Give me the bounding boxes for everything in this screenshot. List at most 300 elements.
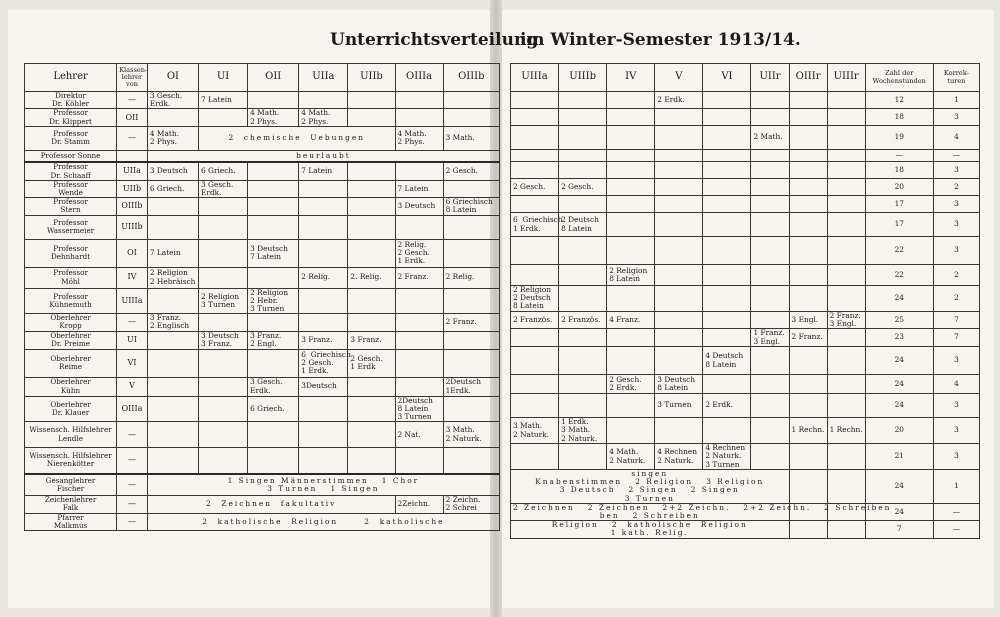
lesson-cell <box>827 347 865 375</box>
lesson-cell <box>703 150 751 162</box>
lesson-cell: 2 Zeichn. 2 Schrei <box>443 496 499 513</box>
lesson-cell <box>789 150 827 162</box>
header-cell: UIIa <box>299 64 348 92</box>
lesson-cell <box>827 521 865 538</box>
lesson-cell <box>827 179 865 196</box>
corrections: 4 <box>933 126 979 150</box>
lesson-cell <box>199 109 248 126</box>
lesson-cell <box>751 162 789 179</box>
lesson-cell <box>443 349 499 377</box>
lesson-cell <box>751 265 789 286</box>
lesson-cell <box>511 196 559 213</box>
teacher-name: Zeichenlehrer Falk <box>25 496 117 513</box>
table-row <box>511 179 980 196</box>
lesson-cell <box>655 329 703 347</box>
lesson-cell: 4 Rechnen 2 Naturk. 3 Turnen <box>703 444 751 470</box>
lesson-cell <box>751 286 789 312</box>
lesson-cell <box>559 237 607 265</box>
lesson-cell: 2 Religion 2 Hebr. 3 Turnen <box>248 288 299 314</box>
lesson-cell: 1 Franz. 3 Engl. <box>751 329 789 347</box>
table-row <box>25 150 500 162</box>
header-cell: Zahl der Wochenstunden <box>865 64 933 92</box>
lesson-cell <box>827 375 865 394</box>
lesson-cell <box>789 470 827 504</box>
lesson-cell <box>248 215 299 239</box>
weekly-hours: 18 <box>865 109 933 126</box>
table-row <box>511 470 980 504</box>
weekly-hours: 24 <box>865 503 933 520</box>
lesson-span: 1 Singen Männerstimmen 1 Chor 3 Turnen 1 Singen <box>147 474 499 496</box>
weekly-hours: 20 <box>865 418 933 444</box>
lesson-cell <box>789 237 827 265</box>
lesson-cell <box>789 196 827 213</box>
lesson-cell: 4 Math. 2 Phys. <box>248 109 299 126</box>
lesson-cell <box>147 448 198 474</box>
lesson-cell <box>443 109 499 126</box>
lesson-cell <box>703 375 751 394</box>
lesson-cell <box>395 162 443 180</box>
lesson-cell <box>655 237 703 265</box>
lesson-cell: 4 Math. 2 Phys. <box>147 126 198 150</box>
lesson-cell: 2. Relig. <box>348 267 395 288</box>
table-row <box>25 92 500 109</box>
lesson-cell: 2 Religion 3 Turnen <box>199 288 248 314</box>
lesson-cell <box>395 331 443 349</box>
table-row <box>511 521 980 538</box>
corrections: 3 <box>933 196 979 213</box>
header-cell: V <box>655 64 703 92</box>
lesson-cell <box>827 126 865 150</box>
header-cell: OII <box>248 64 299 92</box>
lesson-cell: 2 Franz. <box>789 329 827 347</box>
lesson-cell: 2 Franz. 3 Engl. <box>827 311 865 328</box>
table-row <box>511 109 980 126</box>
corrections: 3 <box>933 347 979 375</box>
lesson-cell <box>607 179 655 196</box>
lesson-cell <box>443 239 499 267</box>
lesson-cell <box>299 448 348 474</box>
lesson-cell <box>199 349 248 377</box>
lesson-cell <box>655 265 703 286</box>
teacher-name: Professor Dr. Klippert <box>25 109 117 126</box>
table-row <box>511 286 980 312</box>
lesson-cell: 6 Griech. <box>199 162 248 180</box>
lesson-cell <box>147 349 198 377</box>
lesson-cell <box>248 92 299 109</box>
lesson-cell <box>789 265 827 286</box>
lesson-cell <box>607 394 655 418</box>
corrections: 3 <box>933 109 979 126</box>
lesson-cell: 3 Franz. <box>299 331 348 349</box>
lesson-cell <box>655 196 703 213</box>
lesson-cell <box>655 126 703 150</box>
lesson-cell <box>703 109 751 126</box>
lesson-cell: 6 Griechisch 2 Gesch. 1 Erdk. <box>299 349 348 377</box>
lesson-cell: 2Zeichn. <box>395 496 443 513</box>
lesson-cell <box>395 92 443 109</box>
table-row <box>511 265 980 286</box>
lesson-cell <box>607 92 655 109</box>
lesson-cell: 7 Latein <box>299 162 348 180</box>
lesson-cell <box>751 179 789 196</box>
lesson-cell: 2 Relig. <box>443 267 499 288</box>
weekly-hours: 17 <box>865 196 933 213</box>
lesson-cell: 1 Erdk. 3 Math. 2 Naturk. <box>559 418 607 444</box>
corrections: 3 <box>933 213 979 237</box>
lesson-cell <box>827 470 865 504</box>
lesson-cell <box>395 448 443 474</box>
lesson-cell <box>703 179 751 196</box>
lesson-cell <box>751 237 789 265</box>
lesson-cell <box>511 109 559 126</box>
lesson-cell <box>559 109 607 126</box>
lesson-cell <box>559 394 607 418</box>
lesson-cell <box>395 109 443 126</box>
lesson-cell <box>299 92 348 109</box>
lesson-span: singen Knabenstimmen 2 Religion 3 Religion 3 Deutsch 2 Singen 2 Singen 3 Turnen <box>511 470 790 504</box>
lesson-cell <box>511 150 559 162</box>
weekly-hours: 22 <box>865 265 933 286</box>
header-cell: Klassen- lehrer von <box>117 64 148 92</box>
table-row <box>25 377 500 396</box>
lesson-cell: 2 Nat. <box>395 422 443 448</box>
header-cell: Lehrer <box>25 64 117 92</box>
weekly-hours: 22 <box>865 237 933 265</box>
lesson-cell: 2 Gesch. 2 Erdk. <box>607 375 655 394</box>
table-row <box>511 503 980 520</box>
lesson-span: 2 chemische Uebungen <box>199 126 396 150</box>
weekly-hours: 21 <box>865 444 933 470</box>
lesson-cell <box>827 286 865 312</box>
lesson-cell <box>751 213 789 237</box>
lesson-cell: 2 Religion 2 Hebräisch <box>147 267 198 288</box>
corrections: 2 <box>933 286 979 312</box>
lesson-cell <box>348 448 395 474</box>
corrections: 1 <box>933 470 979 504</box>
class-teacher-cell: UI <box>117 331 148 349</box>
lesson-cell: 2 Relig. <box>299 267 348 288</box>
table-row <box>511 347 980 375</box>
table-row <box>511 162 980 179</box>
lesson-cell <box>511 394 559 418</box>
lesson-cell <box>199 448 248 474</box>
table-row <box>25 198 500 215</box>
lesson-cell <box>789 394 827 418</box>
lesson-cell <box>248 448 299 474</box>
lesson-cell <box>827 150 865 162</box>
lesson-cell <box>751 347 789 375</box>
lesson-cell <box>703 329 751 347</box>
header-cell: UIIb <box>348 64 395 92</box>
class-teacher-cell: OIIIa <box>117 396 148 422</box>
weekly-hours: 18 <box>865 162 933 179</box>
table-row <box>511 92 980 109</box>
lesson-cell: 6 Griechisch 8 Latein <box>443 198 499 215</box>
header-cell: UI <box>199 64 248 92</box>
lesson-cell <box>248 162 299 180</box>
lesson-cell <box>559 375 607 394</box>
class-teacher-cell: OI <box>117 239 148 267</box>
lesson-cell: 3 Franz. 2 Englisch <box>147 314 198 331</box>
table-row <box>511 311 980 328</box>
table-row <box>25 396 500 422</box>
table-row <box>511 126 980 150</box>
weekly-hours: 17 <box>865 213 933 237</box>
lesson-cell <box>248 180 299 197</box>
lesson-cell <box>348 377 395 396</box>
lesson-cell <box>348 198 395 215</box>
weekly-hours: 25 <box>865 311 933 328</box>
lesson-cell <box>655 162 703 179</box>
lesson-cell <box>789 347 827 375</box>
lesson-cell: 7 Latein <box>199 92 248 109</box>
lesson-cell: 2 Religion 8 Latein <box>607 265 655 286</box>
lesson-cell <box>348 215 395 239</box>
lesson-cell <box>147 109 198 126</box>
lesson-cell: 2 Erdk. <box>703 394 751 418</box>
lesson-cell <box>248 349 299 377</box>
lesson-cell <box>607 213 655 237</box>
lesson-cell <box>348 314 395 331</box>
lesson-cell <box>443 396 499 422</box>
lesson-cell: 4 Math. 2 Phys. <box>299 109 348 126</box>
lesson-cell: 6 Griech. <box>248 396 299 422</box>
lesson-cell <box>299 288 348 314</box>
lesson-cell <box>607 150 655 162</box>
lesson-cell <box>348 180 395 197</box>
table-row <box>511 444 980 470</box>
lesson-cell <box>511 329 559 347</box>
class-teacher-cell: — <box>117 314 148 331</box>
lesson-cell: 7 Latein <box>395 180 443 197</box>
lesson-cell <box>299 396 348 422</box>
lesson-cell <box>607 196 655 213</box>
lesson-cell: 1 Rechn. <box>789 418 827 444</box>
lesson-cell <box>751 418 789 444</box>
table-row <box>511 375 980 394</box>
lesson-cell <box>443 92 499 109</box>
lesson-cell <box>607 126 655 150</box>
lesson-cell <box>559 92 607 109</box>
lesson-cell <box>703 237 751 265</box>
teacher-name: Wissensch. Hilfslehrer Nierenkötter <box>25 448 117 474</box>
lesson-cell <box>655 347 703 375</box>
lesson-cell <box>789 126 827 150</box>
lesson-cell <box>511 375 559 394</box>
lesson-cell <box>299 215 348 239</box>
teacher-name: Pfarrer Malkmus <box>25 513 117 530</box>
header-cell: VI <box>703 64 751 92</box>
corrections: 7 <box>933 311 979 328</box>
lesson-cell: 2 Deutsch 8 Latein <box>559 213 607 237</box>
lesson-cell <box>199 198 248 215</box>
lesson-cell: 2 Gesch. 1 Erdk <box>348 349 395 377</box>
lesson-cell <box>443 331 499 349</box>
lesson-cell <box>789 179 827 196</box>
header-cell: OIIIb <box>443 64 499 92</box>
header-cell: UIIIb <box>559 64 607 92</box>
lesson-cell <box>147 288 198 314</box>
lesson-cell <box>248 198 299 215</box>
lesson-cell <box>559 162 607 179</box>
lesson-cell <box>559 150 607 162</box>
corrections: — <box>933 503 979 520</box>
lesson-cell: 2 Franz. <box>443 314 499 331</box>
lesson-cell <box>703 126 751 150</box>
lesson-cell <box>559 329 607 347</box>
class-teacher-cell: — <box>117 422 148 448</box>
lesson-cell <box>827 444 865 470</box>
lesson-cell: 2 Gesch. <box>511 179 559 196</box>
corrections: 3 <box>933 444 979 470</box>
weekly-hours: 24 <box>865 470 933 504</box>
lesson-cell <box>607 237 655 265</box>
corrections: 3 <box>933 237 979 265</box>
table-row <box>511 150 980 162</box>
lesson-cell <box>299 198 348 215</box>
lesson-cell <box>348 162 395 180</box>
lesson-cell <box>248 422 299 448</box>
corrections: 3 <box>933 418 979 444</box>
teacher-name: Professor Dehnhardt <box>25 239 117 267</box>
lesson-cell <box>607 286 655 312</box>
lesson-cell: 2 Französ. <box>511 311 559 328</box>
table-row <box>25 215 500 239</box>
corrections: 4 <box>933 375 979 394</box>
header-cell: UIIIa <box>511 64 559 92</box>
teacher-name: Oberlehrer Kropp <box>25 314 117 331</box>
lesson-cell <box>511 444 559 470</box>
class-teacher-cell: — <box>117 474 148 496</box>
class-teacher-cell: UIIa <box>117 162 148 180</box>
table-row <box>25 314 500 331</box>
class-teacher-cell: UIIIb <box>117 215 148 239</box>
lesson-cell: 3 Gesch. Erdk. <box>248 377 299 396</box>
lesson-cell <box>395 314 443 331</box>
lesson-cell <box>789 92 827 109</box>
table-row <box>511 213 980 237</box>
lesson-cell <box>655 109 703 126</box>
lesson-cell: 2 Math. <box>751 126 789 150</box>
lesson-cell <box>827 213 865 237</box>
corrections: 3 <box>933 394 979 418</box>
lesson-cell <box>751 150 789 162</box>
header-cell: OIIIa <box>395 64 443 92</box>
lesson-cell <box>443 180 499 197</box>
lesson-cell: 3 Deutsch 8 Latein <box>655 375 703 394</box>
lesson-cell <box>299 180 348 197</box>
lesson-cell <box>511 265 559 286</box>
table-row <box>25 180 500 197</box>
lesson-cell: 2 Französ. <box>559 311 607 328</box>
lesson-cell <box>827 265 865 286</box>
title-right: im Winter-Semester 1913/14. <box>520 30 801 50</box>
lesson-cell: 4 Rechnen 2 Naturk. <box>655 444 703 470</box>
lesson-cell <box>751 92 789 109</box>
table-row <box>511 237 980 265</box>
teacher-name: Oberlehrer Dr. Klauer <box>25 396 117 422</box>
lesson-cell <box>703 418 751 444</box>
lesson-cell <box>703 162 751 179</box>
lesson-cell <box>655 286 703 312</box>
lesson-cell: 3 Turnen <box>655 394 703 418</box>
teacher-name: Professor Dr. Schaaff <box>25 162 117 180</box>
teacher-name: Professor Sonne <box>25 150 117 162</box>
teacher-name: Professor Wende <box>25 180 117 197</box>
lesson-cell: 2 Franz. <box>395 267 443 288</box>
class-teacher-cell: — <box>117 496 148 513</box>
table-row <box>25 162 500 180</box>
table-row <box>25 109 500 126</box>
lesson-cell <box>655 418 703 444</box>
class-teacher-cell: — <box>117 126 148 150</box>
lesson-cell <box>348 92 395 109</box>
lesson-cell <box>655 179 703 196</box>
lesson-cell: 2Deutsch 8 Latein 3 Turnen <box>395 396 443 422</box>
lesson-cell <box>655 150 703 162</box>
lesson-span: beurlaubt <box>147 150 499 162</box>
title-left: Unterrichtsverteilung <box>330 30 539 50</box>
lesson-cell <box>199 377 248 396</box>
table-row <box>25 267 500 288</box>
lesson-cell: 3 Engl. <box>789 311 827 328</box>
lesson-cell: 2Deutsch 1Erdk. <box>443 377 499 396</box>
lesson-cell <box>559 196 607 213</box>
header-cell: UIIr <box>751 64 789 92</box>
lesson-cell <box>511 126 559 150</box>
lesson-cell: 3 Deutsch <box>147 162 198 180</box>
class-teacher-cell: V <box>117 377 148 396</box>
lesson-cell: 4 Deutsch 8 Latein <box>703 347 751 375</box>
table-row <box>25 496 500 513</box>
corrections: 3 <box>933 162 979 179</box>
teacher-name: Professor Wassermeier <box>25 215 117 239</box>
lesson-cell <box>607 347 655 375</box>
teacher-name: Professor Kühnemuth <box>25 288 117 314</box>
lesson-cell <box>559 286 607 312</box>
lesson-cell <box>511 347 559 375</box>
lesson-cell <box>199 267 248 288</box>
lesson-cell <box>607 329 655 347</box>
lesson-cell: 2 Erdk. <box>655 92 703 109</box>
lesson-cell <box>199 314 248 331</box>
weekly-hours: 24 <box>865 375 933 394</box>
table-row <box>25 513 500 530</box>
lesson-cell <box>607 418 655 444</box>
lesson-cell <box>607 162 655 179</box>
weekly-hours: 23 <box>865 329 933 347</box>
lesson-cell <box>559 347 607 375</box>
lesson-cell <box>559 265 607 286</box>
lesson-cell <box>703 213 751 237</box>
lesson-cell: 3 Deutsch 3 Franz. <box>199 331 248 349</box>
class-teacher-cell: VI <box>117 349 148 377</box>
lesson-cell: 3 Math. 2 Naturk. <box>443 422 499 448</box>
lesson-cell: 7 Latein <box>147 239 198 267</box>
teacher-name: Oberlehrer Reime <box>25 349 117 377</box>
weekly-hours: 24 <box>865 347 933 375</box>
class-teacher-cell: UIIb <box>117 180 148 197</box>
lesson-cell <box>827 92 865 109</box>
lesson-cell <box>789 521 827 538</box>
lesson-span: Religion 2 katholische Religion 1 kath. Relig. <box>511 521 790 538</box>
lesson-cell: 3Deutsch <box>299 377 348 396</box>
lesson-cell <box>751 375 789 394</box>
class-teacher-cell: OII <box>117 109 148 126</box>
lesson-cell: 2 Relig. 2 Gesch. 1 Erdk. <box>395 239 443 267</box>
lesson-cell <box>703 92 751 109</box>
table-row <box>25 448 500 474</box>
